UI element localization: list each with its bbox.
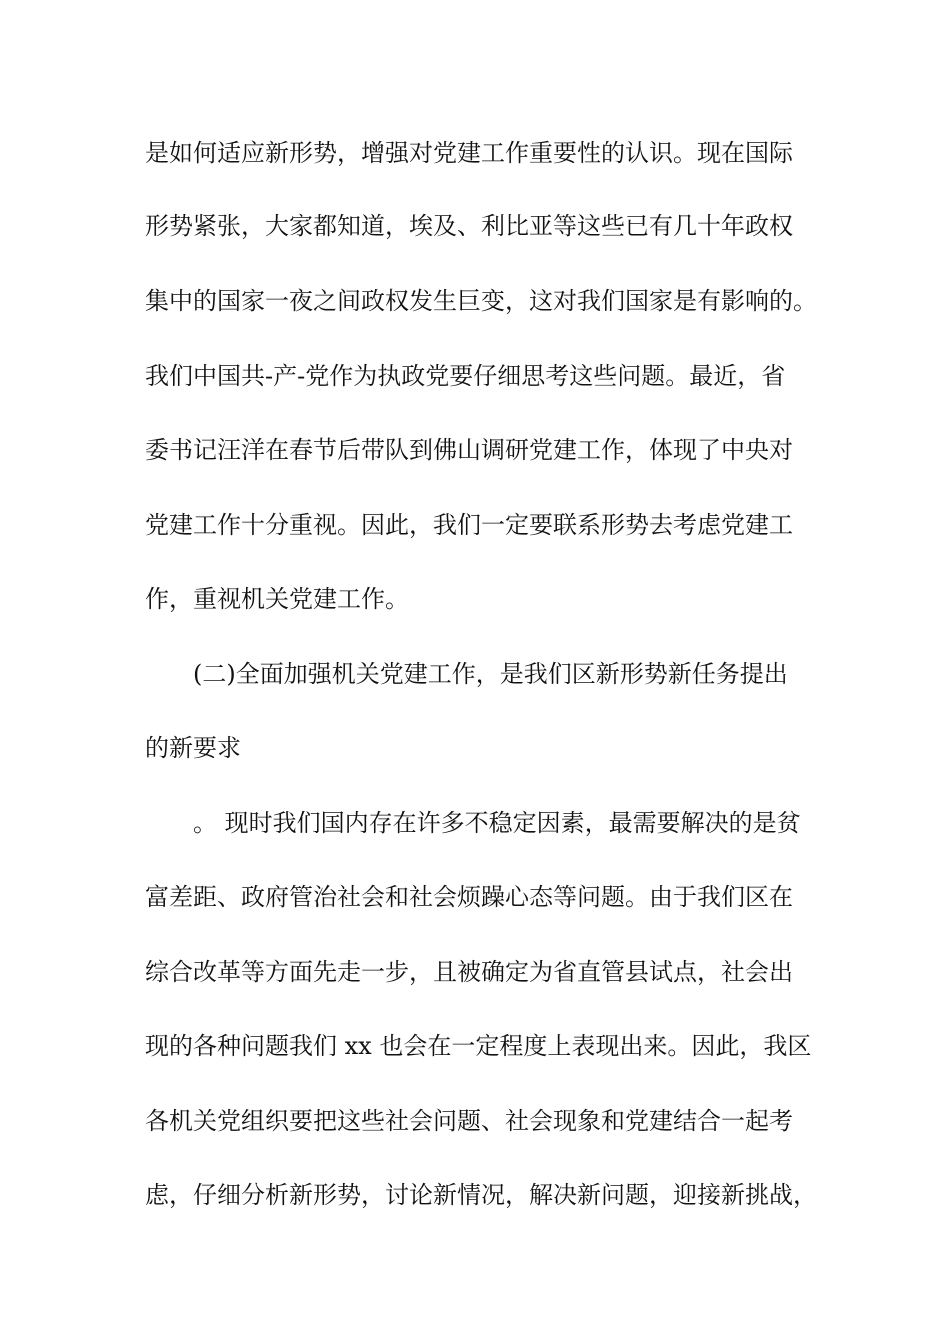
paragraph-line: 形势紧张，大家都知道，埃及、利比亚等这些已有几十年政权: [145, 212, 793, 240]
paragraph-line: 集中的国家一夜之间政权发生巨变，这对我们国家是有影响的。: [145, 287, 817, 315]
paragraph-line: 作，重视机关党建工作。: [145, 585, 409, 613]
paragraph-line: 虑，仔细分析新形势，讨论新情况，解决新问题，迎接新挑战，: [145, 1181, 817, 1209]
section-heading-line: (二)全面加强机关党建工作，是我们区新形势新任务提出: [193, 660, 788, 688]
paragraph-line: 综合改革等方面先走一步，且被确定为省直管县试点，社会出: [145, 958, 793, 986]
paragraph-line: 现的各种问题我们 xx 也会在一定程度上表现出来。因此，我区: [145, 1032, 812, 1060]
paragraph-line: 党建工作十分重视。因此，我们一定要联系形势去考虑党建工: [145, 511, 793, 539]
paragraph-line: 我们中国共-产-党作为执政党要仔细思考这些问题。最近，省: [145, 362, 786, 390]
paragraph-line: 是如何适应新形势，增强对党建工作重要性的认识。现在国际: [145, 139, 793, 167]
section-heading-line: 的新要求: [145, 734, 241, 762]
paragraph-line: 。 现时我们国内存在许多不稳定因素，最需要解决的是贫: [193, 809, 801, 837]
paragraph-line: 各机关党组织要把这些社会问题、社会现象和党建结合一起考: [145, 1107, 793, 1135]
paragraph-line: 委书记汪洋在春节后带队到佛山调研党建工作，体现了中央对: [145, 436, 793, 464]
paragraph-line: 富差距、政府管治社会和社会烦躁心态等问题。由于我们区在: [145, 883, 793, 911]
